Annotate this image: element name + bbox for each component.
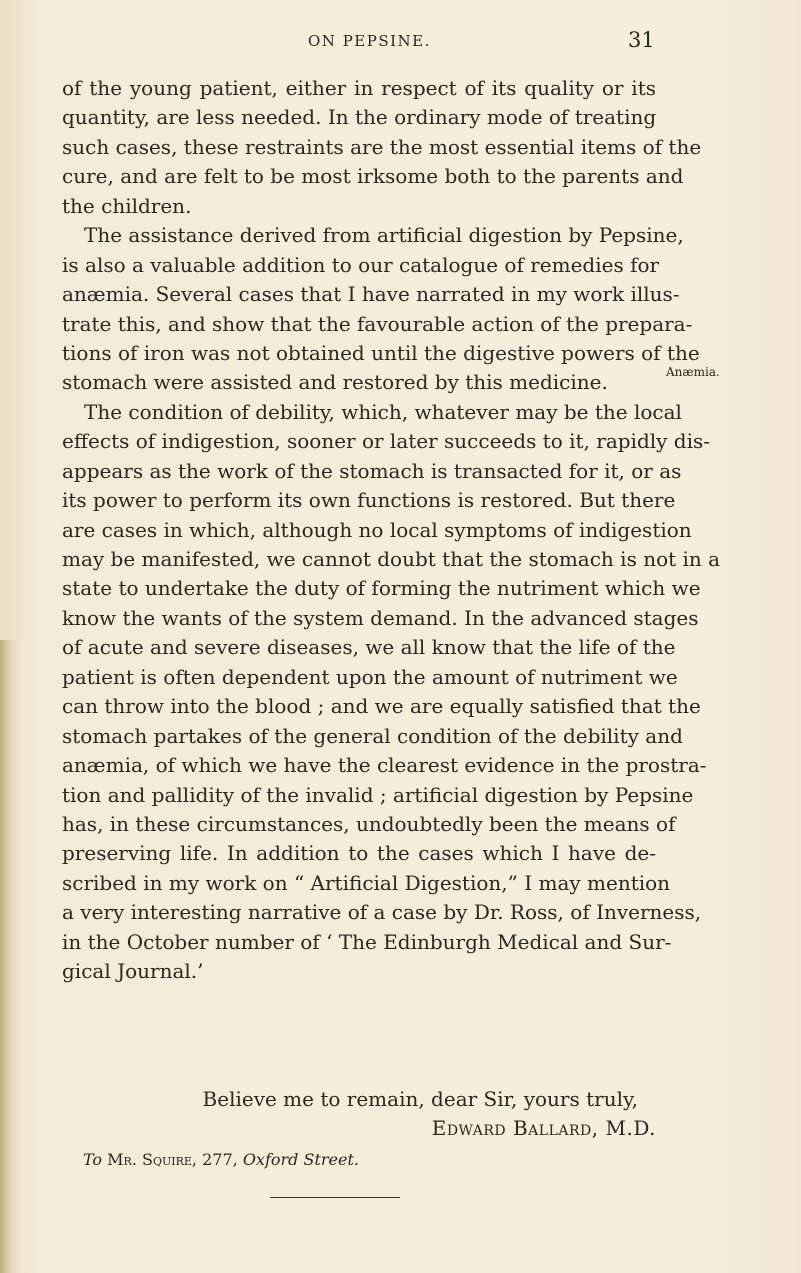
- closing-salutation: Believe me to remain, dear Sir, yours truly,: [202, 1087, 638, 1111]
- signature: Edward Ballard, M.D.: [431, 1116, 656, 1140]
- running-title: ON PEPSINE.: [308, 32, 431, 50]
- text-line: scribed in my work on “ Artificial Digestion,” I may mention: [62, 870, 671, 895]
- text-line: gical Journal.’: [62, 959, 204, 984]
- text-line: of acute and severe diseases, we all know that the life of the: [62, 635, 676, 660]
- text-line: patient is often dependent upon the amount of nutriment we: [62, 664, 678, 689]
- text-line: preserving life. In addition to the cases which I have de-: [62, 841, 656, 866]
- text-line: anæmia. Several cases that I have narrated in my work illus-: [62, 282, 680, 307]
- body-text: [62, 74, 721, 987]
- text-line: a very interesting narrative of a case by Dr. Ross, of Inverness,: [62, 900, 702, 925]
- text-line: in the October number of ‘ The Edinburgh Medical and Sur-: [62, 929, 672, 954]
- binding-shadow: [0, 640, 18, 1273]
- text-line: may be manifested, we cannot doubt that the stomach is not in a: [62, 547, 721, 571]
- text-line: stomach partakes of the general condition of the debility and: [62, 723, 683, 748]
- text-line: quantity, are less needed. In the ordinary mode of treating: [62, 105, 657, 130]
- margin-note: Anæmia.: [666, 365, 720, 379]
- text-line: stomach were assisted and restored by this medicine.: [62, 370, 608, 395]
- page-number: 31: [628, 28, 655, 52]
- text-line: trate this, and show that the favourable action of the prepara-: [62, 311, 693, 336]
- addressee: [83, 1150, 359, 1169]
- text-line: its power to perform its own functions is restored. But there: [62, 488, 676, 513]
- text-line: cure, and are felt to be most irksome both to the parents and: [62, 164, 684, 189]
- text-line: state to undertake the duty of forming the nutriment which we: [62, 576, 701, 601]
- text-line: has, in these circumstances, undoubtedly been the means of: [62, 811, 676, 836]
- text-line: of the young patient, either in respect of its quality or its: [62, 76, 656, 100]
- text-line: The condition of debility, which, whatever may be the local: [84, 399, 682, 424]
- text-line: The assistance derived from artificial digestion by Pepsine,: [84, 223, 684, 248]
- text-line: effects of indigestion, sooner or later succeeds to it, rapidly dis-: [62, 429, 711, 454]
- text-line: are cases in which, although no local symptoms of indigestion: [62, 517, 692, 542]
- addressee-number: 277,: [202, 1150, 238, 1169]
- text-line: tion and pallidity of the invalid ; artificial digestion by Pepsine: [62, 782, 694, 807]
- text-line: the children.: [62, 193, 192, 218]
- text-line: can throw into the blood ; and we are equally satisfied that the: [62, 694, 701, 719]
- divider-rule: [270, 1197, 400, 1198]
- text-line: know the wants of the system demand. In the advanced stages: [62, 605, 699, 630]
- text-line: is also a valuable addition to our catalogue of remedies for: [62, 252, 660, 277]
- addressee-street: Oxford Street.: [242, 1150, 359, 1169]
- addressee-name: Mr. Squire,: [107, 1150, 197, 1169]
- text-line: appears as the work of the stomach is transacted for it, or as: [62, 458, 682, 483]
- text-line: tions of iron was not obtained until the digestive powers of the: [62, 340, 700, 365]
- text-line: such cases, these restraints are the most essential items of the: [62, 134, 702, 159]
- text-line: anæmia, of which we have the clearest evidence in the prostra-: [62, 753, 707, 778]
- running-head: [0, 28, 801, 56]
- addressee-prefix: To: [83, 1150, 103, 1169]
